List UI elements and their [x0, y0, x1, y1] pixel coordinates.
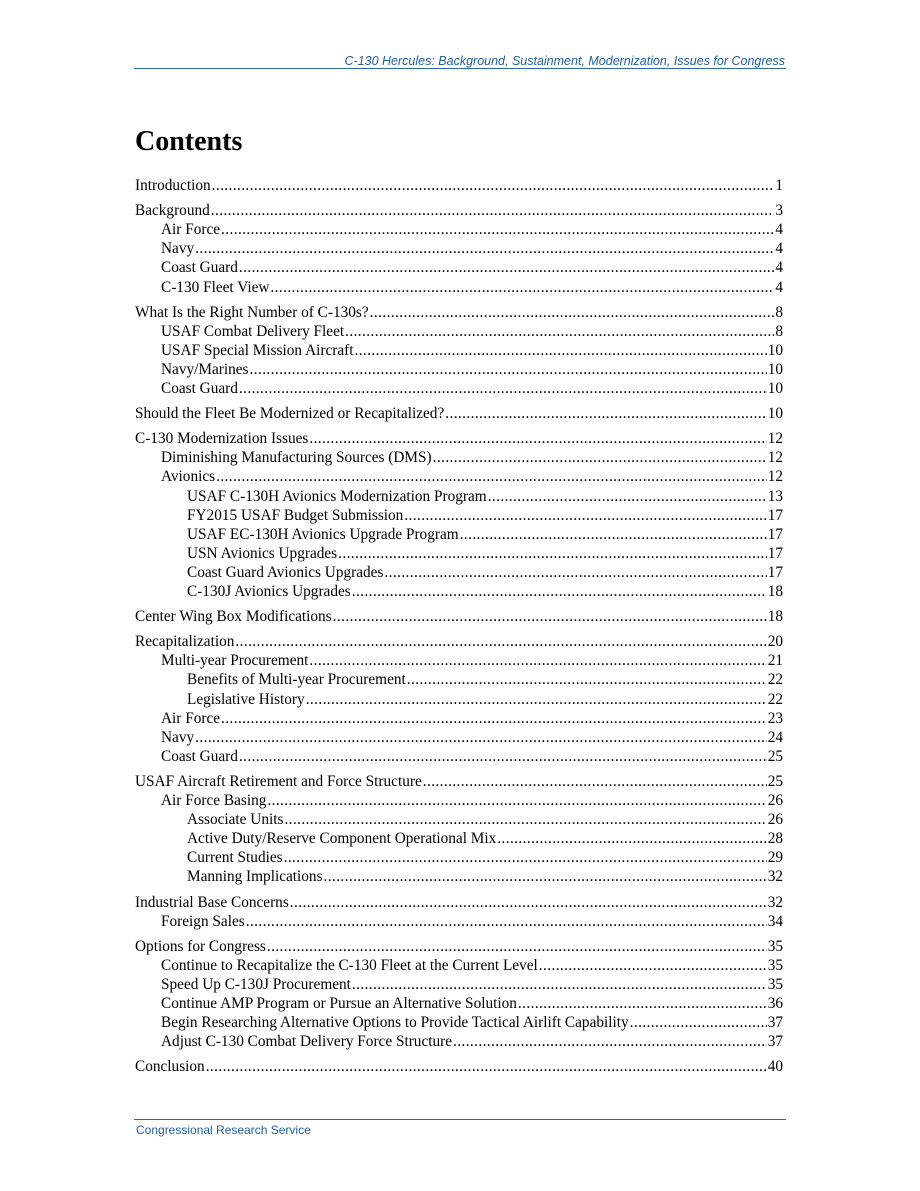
toc-entry-page: 35 — [767, 937, 783, 955]
dot-leader — [270, 278, 774, 297]
toc-entry-page: 17 — [767, 544, 783, 562]
toc-entry-page: 10 — [767, 360, 783, 378]
toc-entry[interactable] — [135, 258, 783, 277]
toc-entry[interactable] — [135, 994, 783, 1013]
toc-entry-page: 40 — [767, 1058, 783, 1076]
dot-leader — [250, 360, 767, 379]
dot-leader — [352, 975, 767, 994]
dot-leader — [284, 848, 767, 867]
dot-leader — [221, 709, 767, 728]
toc-entry-label: Diminishing Manufacturing Sources (DMS) — [161, 449, 432, 467]
toc-entry-page: 25 — [767, 747, 783, 765]
toc-entry-label: Adjust C-130 Combat Delivery Force Structure — [161, 1033, 453, 1051]
toc-entry-page: 4 — [775, 240, 783, 258]
toc-entry-label: USAF Special Mission Aircraft — [161, 341, 354, 359]
toc-entry-label: Industrial Base Concerns — [135, 893, 289, 911]
toc-entry[interactable] — [135, 404, 783, 423]
toc-entry-label: Air Force — [161, 221, 221, 239]
toc-entry[interactable] — [135, 607, 783, 626]
toc-entry-label: Current Studies — [187, 849, 283, 867]
toc-entry-label: FY2015 USAF Budget Submission — [187, 506, 404, 524]
toc-entry[interactable] — [135, 1032, 783, 1051]
running-header: C-130 Hercules: Background, Sustainment, Modernization, Issues for Congress — [344, 54, 785, 68]
toc-entry-page: 25 — [767, 772, 783, 790]
toc-entry-label: USN Avionics Upgrades — [187, 544, 338, 562]
toc-entry-label: Introduction — [135, 177, 211, 194]
toc-entry-label: Air Force — [161, 709, 221, 727]
toc-entry-page: 4 — [775, 221, 783, 239]
toc-entry-page: 35 — [767, 975, 783, 993]
dot-leader — [453, 1032, 767, 1051]
toc-entry-page: 10 — [767, 380, 783, 397]
toc-entry-page: 4 — [775, 259, 783, 277]
dot-leader — [630, 1013, 767, 1032]
toc-entry-label: Active Duty/Reserve Component Operational Mix — [187, 830, 497, 848]
toc-entry[interactable] — [135, 690, 783, 709]
toc-entry-label: Avionics — [161, 468, 216, 486]
dot-leader — [488, 487, 767, 506]
toc-entry-page: 8 — [775, 303, 783, 321]
toc-entry-label: Should the Fleet Be Modernized or Recapitalized? — [135, 405, 445, 423]
toc-entry[interactable] — [135, 563, 783, 582]
dot-leader — [239, 747, 767, 766]
dot-leader — [518, 994, 767, 1013]
toc-entry[interactable] — [135, 322, 783, 341]
toc-entry-page: 20 — [767, 633, 783, 651]
toc-entry-page: 36 — [767, 995, 783, 1012]
toc-entry[interactable] — [135, 651, 783, 670]
toc-entry-label: Air Force Basing — [161, 792, 267, 809]
dot-leader — [239, 258, 774, 277]
dot-leader — [221, 220, 774, 239]
dot-leader — [216, 467, 767, 486]
toc-entry[interactable] — [135, 303, 783, 322]
toc-entry-page: 17 — [767, 563, 783, 581]
toc-entry-label: Coast Guard Avionics Upgrades — [187, 563, 384, 581]
toc-entry[interactable] — [135, 975, 783, 994]
toc-entry-page: 32 — [767, 868, 783, 886]
toc-entry-page: 3 — [775, 202, 783, 220]
toc-entry-page: 12 — [767, 430, 783, 448]
toc-entry-page: 18 — [767, 608, 783, 626]
toc-entry-page: 37 — [767, 1033, 783, 1051]
toc-entry[interactable] — [135, 360, 783, 379]
toc-entry[interactable] — [135, 239, 783, 258]
toc-entry[interactable] — [135, 544, 783, 563]
toc-entry[interactable] — [135, 893, 783, 912]
toc-entry-page: 29 — [767, 849, 783, 867]
toc-entry-label: Multi-year Procurement — [161, 652, 309, 670]
dot-leader — [497, 829, 766, 848]
toc-entry-label: Recapitalization — [135, 633, 235, 651]
toc-entry-page: 4 — [775, 278, 783, 296]
dot-leader — [345, 322, 774, 341]
toc-entry[interactable] — [135, 379, 783, 398]
toc-entry[interactable] — [135, 670, 783, 689]
dot-leader — [212, 176, 775, 195]
header-rule — [134, 68, 786, 69]
toc-entry[interactable] — [135, 1013, 783, 1032]
dot-leader — [195, 728, 767, 747]
toc-entry[interactable] — [135, 747, 783, 766]
toc-entry[interactable] — [135, 525, 783, 544]
dot-leader — [306, 690, 767, 709]
dot-leader — [445, 404, 766, 423]
toc-entry[interactable] — [135, 912, 783, 931]
toc-entry-label: USAF EC-130H Avionics Upgrade Program — [187, 525, 459, 543]
toc-entry-label: USAF Combat Delivery Fleet — [161, 322, 345, 340]
dot-leader — [370, 303, 775, 322]
toc-entry[interactable] — [135, 341, 783, 360]
dot-leader — [267, 937, 767, 956]
toc-entry[interactable] — [135, 278, 783, 297]
toc-entry-label: Continue to Recapitalize the C-130 Fleet at the Current Level — [161, 956, 538, 974]
toc-entry-page: 32 — [767, 893, 783, 911]
dot-leader — [206, 1057, 767, 1076]
toc-entry-page: 26 — [767, 811, 783, 829]
toc-entry[interactable] — [135, 810, 783, 829]
toc-entry-label: Manning Implications — [187, 868, 323, 886]
toc-entry-label: Navy — [161, 728, 195, 746]
dot-leader — [309, 429, 766, 448]
toc-entry[interactable] — [135, 448, 783, 467]
toc-entry-page: 18 — [767, 583, 783, 600]
toc-entry-label: Foreign Sales — [161, 912, 245, 930]
toc-entry-page: 22 — [767, 690, 783, 708]
toc-entry-label: USAF Aircraft Retirement and Force Structure — [135, 772, 422, 790]
dot-leader — [267, 791, 766, 810]
toc-entry-page: 1 — [775, 177, 783, 194]
dot-leader — [433, 448, 767, 467]
toc-entry-label: Navy — [161, 240, 195, 258]
toc-entry[interactable] — [135, 791, 783, 810]
toc-entry[interactable] — [135, 772, 783, 791]
toc-entry-page: 10 — [767, 341, 783, 359]
toc-entry-page: 21 — [767, 652, 783, 670]
toc-entry[interactable] — [135, 467, 783, 486]
dot-leader — [246, 912, 767, 931]
dot-leader — [195, 239, 774, 258]
dot-leader — [333, 607, 767, 626]
toc-entry[interactable] — [135, 728, 783, 747]
dot-leader — [235, 632, 766, 651]
toc-entry-label: Center Wing Box Modifications — [135, 608, 332, 626]
toc-entry[interactable] — [135, 1057, 783, 1076]
toc-entry-page: 17 — [767, 525, 783, 543]
dot-leader — [354, 341, 766, 360]
toc-entry-page: 8 — [775, 322, 783, 340]
toc-entry-page: 10 — [767, 405, 783, 423]
footer-rule — [134, 1119, 786, 1120]
page-title: Contents — [135, 126, 243, 157]
dot-leader — [284, 810, 766, 829]
toc-entry-label: Navy/Marines — [161, 360, 249, 378]
toc-entry-label: Coast Guard — [161, 259, 238, 277]
dot-leader — [211, 201, 775, 220]
toc-entry-label: C-130 Modernization Issues — [135, 430, 309, 448]
toc-entry-page: 28 — [767, 830, 783, 848]
toc-entry[interactable] — [135, 848, 783, 867]
footer-publisher: Congressional Research Service — [136, 1123, 311, 1137]
dot-leader — [460, 525, 767, 544]
toc-entry-page: 26 — [767, 792, 783, 809]
toc-entry-label: C-130 Fleet View — [161, 278, 270, 296]
toc-entry[interactable] — [135, 632, 783, 651]
toc-entry[interactable] — [135, 487, 783, 506]
toc-entry-label: Conclusion — [135, 1058, 205, 1076]
toc-entry-label: Coast Guard — [161, 747, 238, 765]
dot-leader — [309, 651, 766, 670]
toc-entry-label: Benefits of Multi-year Procurement — [187, 671, 406, 689]
toc-entry-label: Speed Up C-130J Procurement — [161, 975, 351, 993]
dot-leader — [384, 563, 766, 582]
toc-entry[interactable] — [135, 867, 783, 886]
dot-leader — [352, 582, 767, 601]
toc-entry-label: C-130J Avionics Upgrades — [187, 583, 351, 600]
toc-entry-label: USAF C-130H Avionics Modernization Program — [187, 487, 487, 505]
dot-leader — [290, 893, 767, 912]
toc-entry-label: Options for Congress — [135, 937, 266, 955]
toc-entry-page: 12 — [767, 468, 783, 486]
toc-entry[interactable] — [135, 937, 783, 956]
toc-entry[interactable] — [135, 709, 783, 728]
toc-entry[interactable] — [135, 829, 783, 848]
toc-entry[interactable] — [135, 582, 783, 601]
dot-leader — [239, 379, 767, 398]
toc-entry-page: 34 — [767, 912, 783, 930]
toc-entry[interactable] — [135, 429, 783, 448]
toc-entry-label: What Is the Right Number of C-130s? — [135, 303, 369, 321]
toc-entry[interactable] — [135, 176, 783, 195]
toc-entry[interactable] — [135, 220, 783, 239]
toc-entry-label: Coast Guard — [161, 380, 238, 397]
dot-leader — [423, 772, 767, 791]
toc-entry[interactable] — [135, 201, 783, 220]
toc-entry-page: 35 — [767, 956, 783, 974]
dot-leader — [539, 956, 767, 975]
toc-entry-label: Legislative History — [187, 690, 305, 708]
dot-leader — [324, 867, 767, 886]
toc-entry-label: Background — [135, 202, 210, 220]
toc-entry[interactable] — [135, 506, 783, 525]
dot-leader — [404, 506, 766, 525]
toc-entry-label: Continue AMP Program or Pursue an Alternative Solution — [161, 995, 517, 1012]
toc-entry-page: 17 — [767, 506, 783, 524]
toc-entry-page: 13 — [767, 487, 783, 505]
toc-entry-page: 22 — [767, 671, 783, 689]
toc-entry-page: 24 — [767, 728, 783, 746]
toc-entry-page: 23 — [767, 709, 783, 727]
toc-entry[interactable] — [135, 956, 783, 975]
toc-entry-label: Associate Units — [187, 811, 284, 829]
dot-leader — [407, 670, 767, 689]
toc-entry-label: Begin Researching Alternative Options to Provide Tactical Airlift Capability — [161, 1014, 629, 1032]
toc-entry-page: 12 — [767, 449, 783, 467]
dot-leader — [338, 544, 767, 563]
toc-entry-page: 37 — [767, 1014, 783, 1032]
